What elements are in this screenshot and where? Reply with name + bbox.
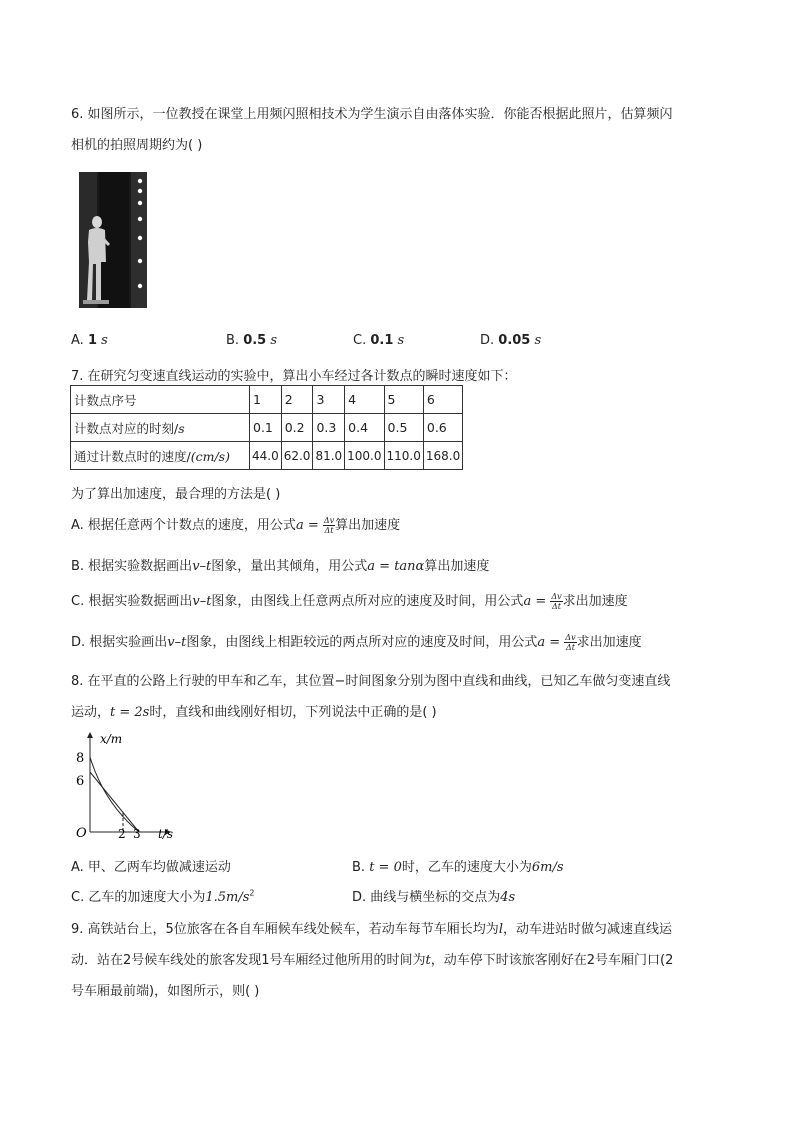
- velocity-table: [70, 385, 463, 470]
- table-cell: 6: [423, 386, 462, 414]
- table-cell: 0.2: [281, 414, 313, 442]
- q8-stem-line1: 8. 在平直的公路上行驶的甲车和乙车，其位置−时间图象分别为图中直线和曲线，已知乙车做匀变速直线: [71, 674, 671, 689]
- q6-option-d[interactable]: D. 0.05 s: [480, 333, 542, 348]
- table-cell: 0.1: [250, 414, 282, 442]
- q6-option-c[interactable]: C. 0.1 s: [353, 333, 405, 348]
- q7-stem: 7. 在研究匀变速直线运动的实验中，算出小车经过各计数点的瞬时速度如下：: [71, 369, 517, 384]
- x-tick-2: 2: [118, 827, 126, 840]
- origin-label: O: [76, 826, 87, 840]
- table-cell: 0.3: [313, 414, 345, 442]
- q8-option-c[interactable]: C. 乙车的加速度大小为$1.5m/s^2$: [71, 888, 255, 905]
- q9-stem-line2: 动．站在2号候车线处的旅客发现1号车厢经过他所用的时间为t，动车停下时该旅客刚好在2号车厢门口(2: [71, 953, 674, 968]
- q6-stem-line2: 相机的拍照周期约为( ): [71, 138, 203, 153]
- table-row: [71, 442, 463, 470]
- q6-stem-line1: 6. 如图所示，一位教授在课堂上用频闪照相技术为学生演示自由落体实验．你能否根据此照片，估算频闪: [71, 107, 673, 122]
- fraction: $\frac{\Delta v}{\Delta t}$: [323, 516, 335, 535]
- q7-option-d[interactable]: D. 根据实验画出v–t图象，由图线上相距较远的两点所对应的速度及时间，用公式a = $\frac{\Delta v}{\Delta t}$ 求出加速度: [71, 633, 642, 652]
- x-axis-label: t/s: [158, 827, 174, 840]
- table-cell: 5: [384, 386, 423, 414]
- y-tick-8: 8: [76, 751, 85, 766]
- x-tick-3: 3: [133, 827, 141, 840]
- table-cell: 0.6: [423, 414, 462, 442]
- position-time-graph: [70, 725, 190, 840]
- table-cell: 2: [281, 386, 313, 414]
- table-cell: 1: [250, 386, 282, 414]
- row-label: 通过计数点时的速度/(cm/s): [71, 442, 250, 470]
- q7-option-b[interactable]: B. 根据实验数据画出v–t图象，量出其倾角，用公式a = tanα算出加速度: [71, 559, 490, 574]
- q6-option-b[interactable]: B. 0.5 s: [226, 333, 278, 348]
- table-row: [71, 414, 463, 442]
- table-cell: 81.0: [313, 442, 345, 470]
- y-axis-label: x/m: [100, 732, 123, 746]
- q8-option-a[interactable]: A. 甲、乙两车均做减速运动: [71, 860, 231, 875]
- fraction: $\frac{\Delta v}{\Delta t}$: [565, 633, 576, 652]
- q9-stem-line1: 9. 高铁站台上，5位旅客在各自车厢候车线处候车，若动车每节车厢长均为l，动车进站时做匀减速直线运: [71, 922, 672, 937]
- table-cell: 0.4: [345, 414, 384, 442]
- q8-option-b[interactable]: B. t = 0时，乙车的速度大小为6m/s: [352, 860, 564, 875]
- row-label: 计数点对应的时刻/s: [71, 414, 250, 442]
- q9-stem-line3: 号车厢最前端)，如图所示，则( ): [71, 984, 260, 999]
- fraction: $\frac{\Delta v}{\Delta t}$: [551, 592, 562, 611]
- q7-option-c[interactable]: C. 根据实验数据画出v–t图象，由图线上任意两点所对应的速度及时间，用公式a = $\frac{\Delta v}{\Delta t}$ 求出加速度: [71, 592, 628, 611]
- table-cell: 110.0: [384, 442, 423, 470]
- row-label: 计数点序号: [71, 386, 250, 414]
- table-cell: 4: [345, 386, 384, 414]
- table-cell: 44.0: [250, 442, 282, 470]
- flash-photo: [79, 172, 147, 308]
- straight-line-jia: [90, 772, 139, 832]
- table-cell: 3: [313, 386, 345, 414]
- table-cell: 100.0: [345, 442, 384, 470]
- q7-question: 为了算出加速度，最合理的方法是( ): [71, 487, 281, 502]
- table-cell: 0.5: [384, 414, 423, 442]
- q8-option-d[interactable]: D. 曲线与横坐标的交点为4s: [352, 890, 516, 905]
- table-cell: 168.0: [423, 442, 462, 470]
- q6-option-a[interactable]: A. 1 s: [71, 333, 108, 348]
- q8-stem-line2: 运动，t = 2s时，直线和曲线刚好相切，下列说法中正确的是( ): [71, 705, 437, 720]
- table-cell: 62.0: [281, 442, 313, 470]
- table-row: [71, 386, 463, 414]
- q7-option-a[interactable]: A. 根据任意两个计数点的速度，用公式a = $\frac{\Delta v}{\Delta t}$ 算出加速度: [71, 516, 401, 535]
- y-tick-6: 6: [76, 774, 85, 789]
- curve-yi: [90, 757, 139, 832]
